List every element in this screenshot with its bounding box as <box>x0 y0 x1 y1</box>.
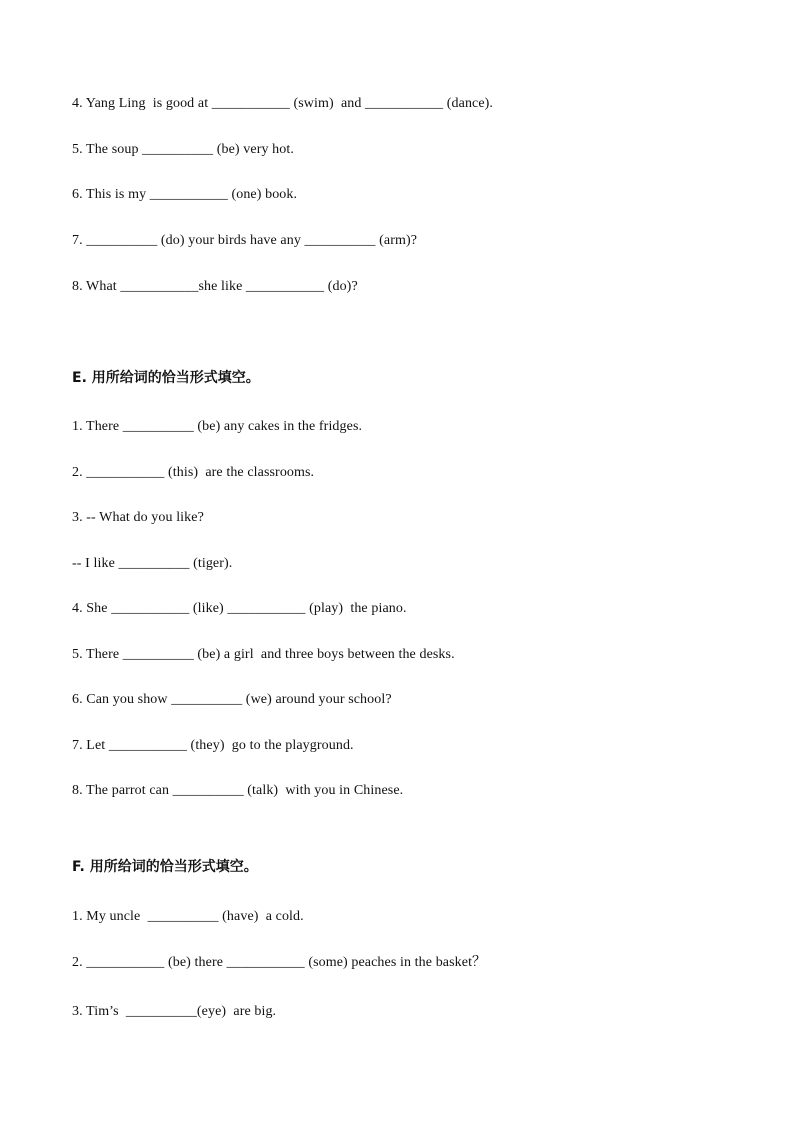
exercise-e-item-3-question: 3. -- What do you like? <box>72 510 204 525</box>
exercise-f-item-2: 2. ___________ (be) there ___________ (some) peaches in the basket？ <box>72 955 487 970</box>
exercise-d-item-6: 6. This is my ___________ (one) book. <box>72 187 298 202</box>
exercise-d-item-4: 4. Yang Ling is good at ___________ (swim) and ___________ (dance). <box>72 96 494 111</box>
exercise-d-item-5: 5. The soup __________ (be) very hot. <box>72 142 294 157</box>
exercise-e-item-7: 7. Let ___________ (they) go to the playground. <box>72 738 354 753</box>
exercise-e-item-8: 8. The parrot can __________ (talk) with you in Chinese. <box>72 783 404 798</box>
exercise-e-item-6: 6. Can you show __________ (we) around your school? <box>72 692 392 707</box>
exercise-f-item-3: 3. Tim’s __________(eye) are big. <box>72 1004 277 1019</box>
exercise-e-item-3-answer: -- I like __________ (tiger). <box>72 556 233 571</box>
exercise-e-item-5: 5. There __________ (be) a girl and three boys between the desks. <box>72 647 455 662</box>
section-e-heading: E. 用所给词的恰当形式填空。 <box>72 370 260 386</box>
exercise-d-item-8: 8. What ___________she like ___________ (do)? <box>72 279 358 294</box>
exercise-e-item-2: 2. ___________ (this) are the classrooms. <box>72 465 315 480</box>
section-f-heading: F. 用所给词的恰当形式填空。 <box>72 859 258 875</box>
exercise-e-item-1: 1. There __________ (be) any cakes in the fridges. <box>72 419 363 434</box>
exercise-e-item-4: 4. She ___________ (like) ___________ (play) the piano. <box>72 601 407 616</box>
exercise-d-item-7: 7. __________ (do) your birds have any __________ (arm)? <box>72 233 418 248</box>
exercise-f-item-1: 1. My uncle __________ (have) a cold. <box>72 909 304 924</box>
